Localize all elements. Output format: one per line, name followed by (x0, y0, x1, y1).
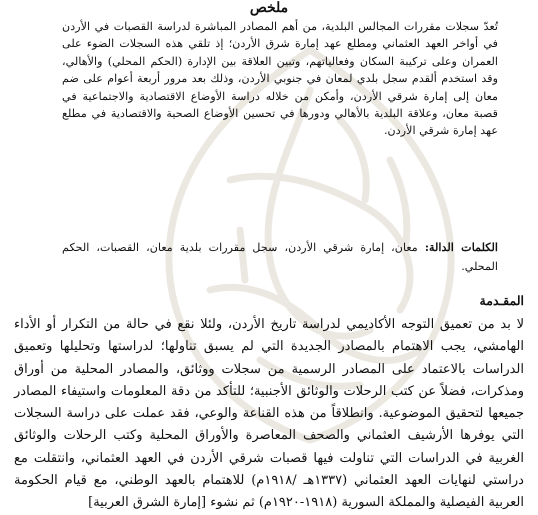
abstract-title: ملخص (249, 0, 289, 16)
introduction-paragraph: لا بد من تعميق التوجه الأكاديمي لدراسة تاريخ الأردن، ولئلا نقع في حالة من التكرار أو الأداء الهامشي، يجب الاهتمام بالمصادر الجديدة التي لم يسبق تناولها؛ لدراستها وتحليلها وتعميق الدراسات بالاعتماد على المصادر الرسمية من سجلات ووثائق، والمصادر المحلية من أوراق ومذكرات، فضلاً عن كتب الرحلات والوثائق الأجنبية؛ للتأكد من دقة المعلومات واستيفاء المصادر جميعها لتحقيق الموضوعية. وانطلاقاً من هذه القناعة والوعي، فقد عملت على دراسة السجلات التي يوفرها الأرشيف العثماني والصحف المعاصرة والأوراق المحلية وكتب الرحلات والوثائق الغربية في الدراسات التي تناولت فيها قصبات شرقي الأردن في العهد العثماني، وانتقلت مع دراستي لنهايات العهد العثماني (١٣٣٧هـ /١٩١٨م) للاهتمام بالعهد الوطني، مع قيام الحكومة العربية الفيصلية والمملكة السورية (١٩١٨-١٩٢٠م) ثم نشوء [إمارة الشرق العربية] (14, 317, 524, 511)
introduction-heading: المقـدمة (479, 293, 524, 308)
keywords-line (62, 238, 498, 276)
keywords-label: الكلمات الدالة: (424, 240, 498, 254)
keywords-text: معان، إمارة شرقي الأردن، سجل مقررات بلدية معان، القصبات، الحكم المحلي. (62, 241, 498, 273)
abstract-paragraph: تُعدّ سجلات مقررات المجالس البلدية، من أهم المصادر المباشرة لدراسة القصبات في الأردن في أواخر العهد العثماني ومطلع عهد إمارة شرق الأردن؛ إذ تلقي هذه السجلات الضوء على العمران وعلى تركيبة السكان وفعالياتهم، وتبين العلاقة بين الإدارة (الحكم المحلي) والأهالي، وقد استخدم ألقدم سجل بلدي لمعان في جنوبي الأردن، وذلك بعد مرور أربعة أعوام على ضم معان إلى إمارة شرقي الأردن، وأمكن من خلاله دراسة الأوضاع الاقتصادية والاجتماعية في قصبة معان، وعلاقة البلدية بالأهالي ودورها في تحسين الأوضاع الصحية والاقتصادية في مطلع عهد إمارة شرقي الأردن. (62, 20, 498, 138)
